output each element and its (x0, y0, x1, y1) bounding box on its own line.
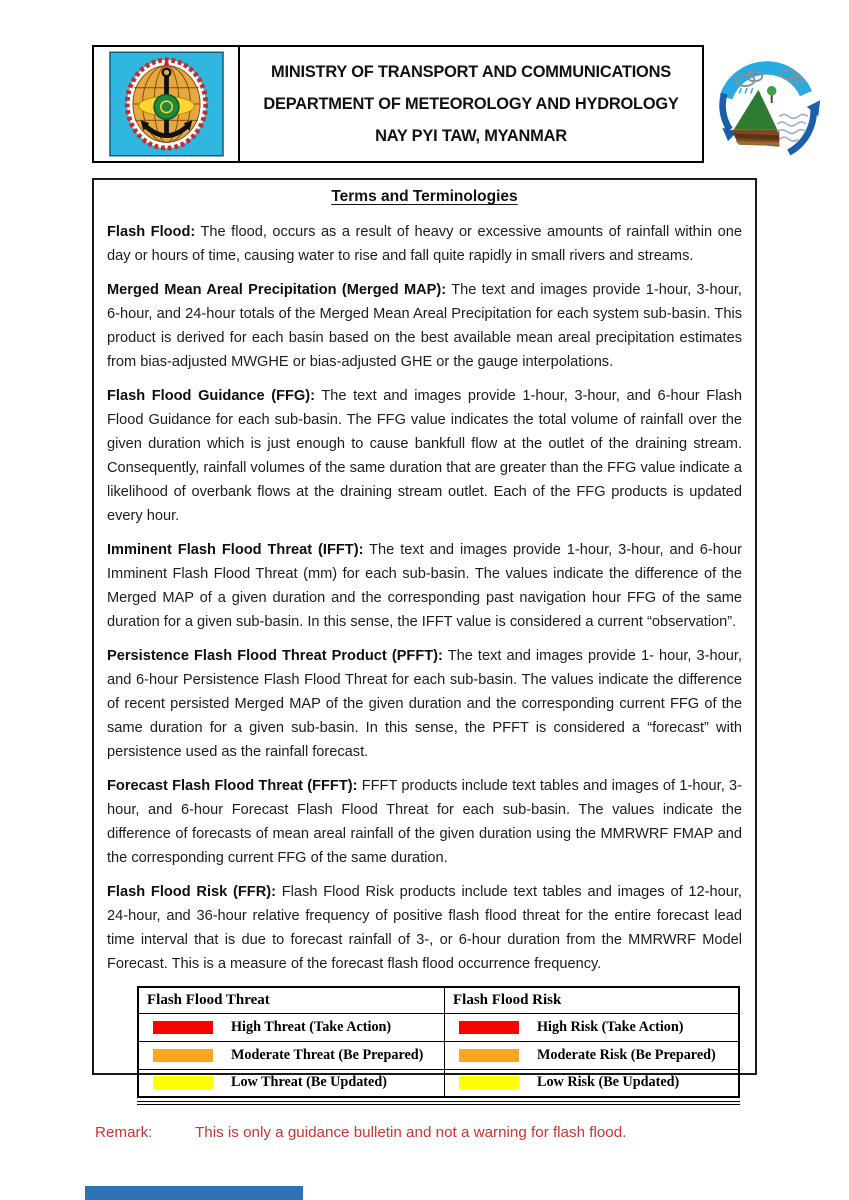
low-threat-color-swatch (153, 1076, 213, 1089)
term-label: Forecast Flash Flood Threat (FFFT): (107, 778, 358, 794)
low-threat-label: Low Threat (Be Updated) (231, 1074, 387, 1091)
remark-text: This is only a guidance bulletin and not a warning for flash flood. (195, 1124, 627, 1141)
location-name: NAY PYI TAW, MYANMAR (375, 127, 567, 145)
term-label: Imminent Flash Flood Threat (IFFT): (107, 542, 364, 558)
low-risk-label: Low Risk (Be Updated) (537, 1074, 680, 1091)
term-definition: The text and images provide 1-hour, 3-hour, and 6-hour Imminent Flash Flood Threat (mm) for each sub-basin. The values indicate the difference of the Merged MAP of a given duration and the corresponding past navigation hour FFG of the same duration for a given sub-basin. In this sense, the IFFT value is considered a current “observation”. (107, 542, 742, 630)
terms-and-terminologies-box (92, 178, 757, 1091)
ministry-name: MINISTRY OF TRANSPORT AND COMMUNICATIONS (271, 63, 671, 81)
term-definition: The flood, occurs as a result of heavy or excessive amounts of rainfall within one day or hours of time, causing water to rise and fall quite rapidly in small rivers and streams. (107, 224, 742, 264)
header (92, 45, 704, 163)
moderate-risk-label: Moderate Risk (Be Prepared) (537, 1046, 716, 1063)
term-flash-flood (107, 220, 742, 268)
legend-table (137, 986, 740, 1098)
term-label: Flash Flood: (107, 224, 196, 240)
footer-blue-bar (85, 1186, 303, 1200)
term-ffg (107, 384, 742, 528)
ministry-seal-icon (109, 51, 224, 157)
remark-label: Remark: (95, 1124, 153, 1141)
legend-table-wrap (137, 986, 740, 1105)
moderate-threat-color-swatch (153, 1049, 213, 1062)
term-label: Flash Flood Guidance (FFG): (107, 388, 315, 404)
table-double-rule (137, 1101, 740, 1105)
term-definition: The text and images provide 1-hour, 3-hour, and 6-hour Flash Flood Guidance for each sub-basin. The FFG value indicates the total volume of rainfall over the given duration which is just enough to cause bankfull flow at the outlet of the draining stream. Consequently, rainfall volumes of the same duration that are greater than the FFG value indicate a likelihood of overbank flows at the draining stream outlet. Each of the FFG products is updated every hour. (107, 388, 742, 524)
header-left-logo-cell (94, 47, 240, 161)
legend-header-risk: Flash Flood Risk (453, 991, 562, 1008)
term-definition: The text and images provide 1- hour, 3-hour, and 6-hour Persistence Flash Flood Threat for each sub-basin. The values indicate the difference of recent persisted Merged MAP of the given duration and the corresponding current FFG of the same duration for a given sub-basin. In this sense, the PFFT is considered a “forecast” with persistence used as the rainfall forecast. (107, 648, 742, 760)
legend-header-threat: Flash Flood Threat (147, 991, 270, 1008)
high-threat-color-swatch (153, 1021, 213, 1034)
legend-row-high (138, 1013, 739, 1041)
legend-row-low (138, 1069, 739, 1097)
terms-title: Terms and Terminologies (331, 188, 518, 205)
legend-row-moderate (138, 1041, 739, 1069)
term-ffr (107, 880, 742, 976)
term-pfft (107, 644, 742, 764)
high-risk-label: High Risk (Take Action) (537, 1018, 684, 1035)
term-merged-map (107, 278, 742, 374)
low-risk-color-swatch (459, 1076, 519, 1089)
moderate-risk-color-swatch (459, 1049, 519, 1062)
term-label: Persistence Flash Flood Threat Product (PFFT): (107, 648, 443, 664)
term-definition: The text and images provide 1-hour, 3-hour, 6-hour, and 24-hour totals of the Merged Mean Areal Precipitation for each system sub-basin. This product is derived for each basin based on the best available mean areal precipitation estimates from bias-adjusted MWGHE or bias-adjusted GHE or the gauge interpolations. (107, 282, 742, 370)
term-ffft (107, 774, 742, 870)
remark (95, 1122, 755, 1144)
term-definition: FFFT products include text tables and images of 1-hour, 3-hour, and 6-hour Forecast Flash Flood Threat for each sub-basin. The values indicate the difference of forecasts of mean areal rainfall of the given duration using the MMRWRF FMAP and the corresponding current FFG of the same duration. (107, 778, 742, 866)
term-label: Flash Flood Risk (FFR): (107, 884, 276, 900)
department-name: DEPARTMENT OF METEOROLOGY AND HYDROLOGY (263, 95, 679, 113)
water-cycle-icon (708, 48, 824, 162)
term-label: Merged Mean Areal Precipitation (Merged MAP): (107, 282, 447, 298)
term-definition: Flash Flood Risk products include text tables and images of 12-hour, 24-hour, and 36-hour relative frequency of positive flash flood threat for the entire forecast lead time interval that is due to forecast rainfall of 3-, or 6-hour duration from the MMRWRF Model Forecast. This is a measure of the forecast flash flood occurrence frequency. (107, 884, 742, 972)
department-logo (708, 48, 824, 162)
high-threat-label: High Threat (Take Action) (231, 1018, 392, 1035)
high-risk-color-swatch (459, 1021, 519, 1034)
term-ifft (107, 538, 742, 634)
moderate-threat-label: Moderate Threat (Be Prepared) (231, 1046, 424, 1063)
header-title-block (240, 47, 702, 161)
